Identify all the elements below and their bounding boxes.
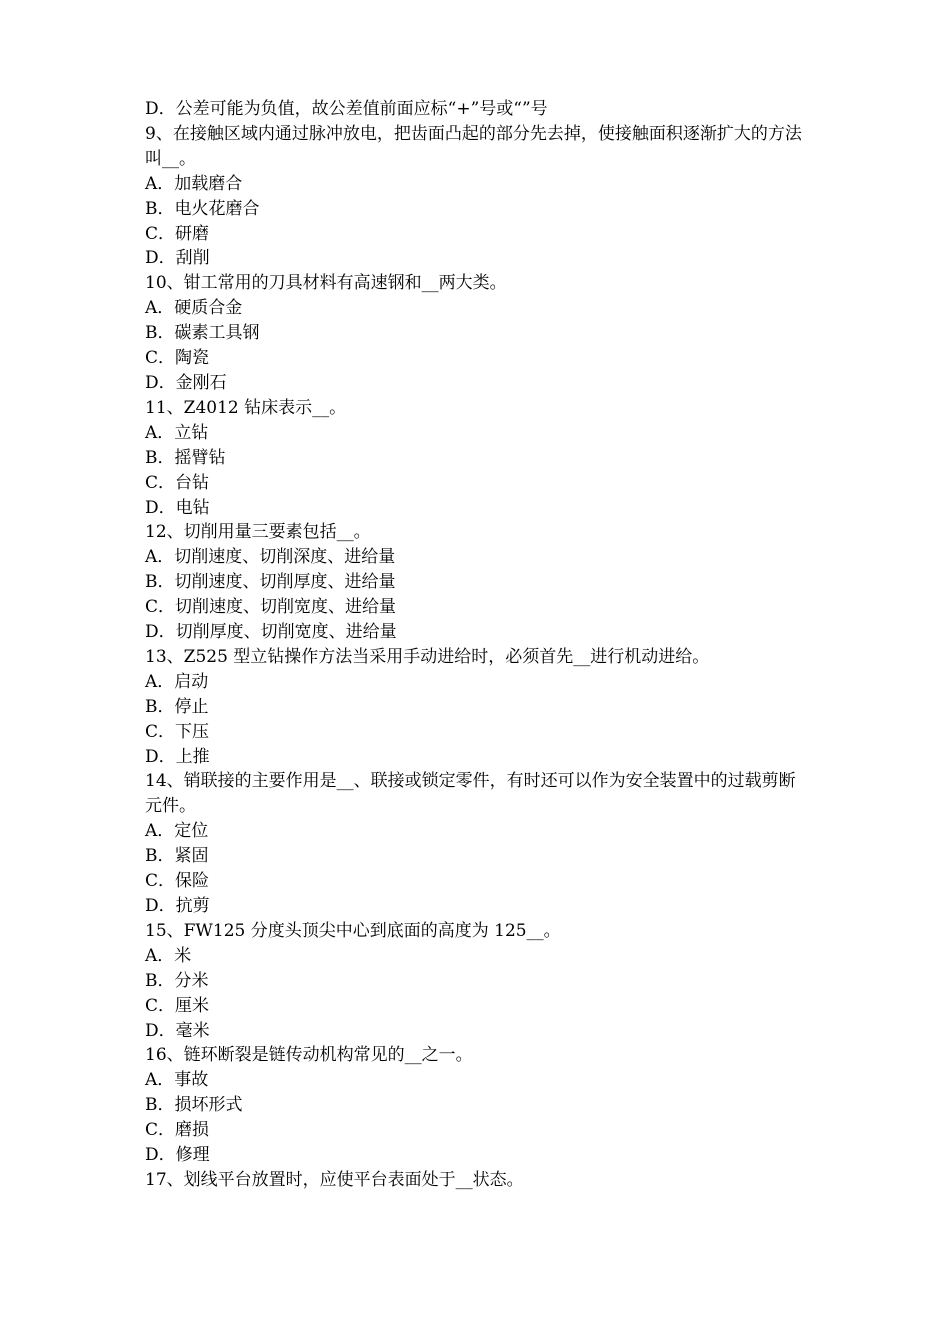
question-text: 16、链环断裂是链传动机构常见的__之一。 — [145, 1045, 473, 1066]
answer-option: D．修理 — [145, 1145, 210, 1166]
answer-option: B．电火花磨合 — [145, 198, 260, 219]
answer-option: C．磨损 — [145, 1120, 210, 1141]
question-text: 10、钳工常用的刀具材料有高速钢和__两大类。 — [145, 273, 507, 294]
answer-option: B．切削速度、切削厚度、进给量 — [145, 572, 396, 593]
question-text: 12、切削用量三要素包括__。 — [145, 522, 371, 543]
answer-option: C．厘米 — [145, 995, 210, 1016]
answer-option: B．碳素工具钢 — [145, 323, 260, 344]
answer-option: A．定位 — [145, 821, 209, 842]
answer-option: A．立钻 — [145, 422, 209, 443]
answer-option: C．切削速度、切削宽度、进给量 — [145, 597, 397, 618]
answer-option: D．公差可能为负值，故公差值前面应标“+”号或“”号 — [145, 99, 548, 119]
answer-option: B．摇臂钻 — [145, 447, 226, 468]
answer-option: C．下压 — [145, 721, 210, 742]
answer-option: D．毫米 — [145, 1020, 210, 1041]
answer-option: D．金刚石 — [145, 372, 227, 393]
answer-option: D．刮削 — [145, 248, 210, 269]
answer-option: D．上推 — [145, 746, 210, 767]
question-text: 17、划线平台放置时，应使平台表面处于__状态。 — [145, 1169, 524, 1190]
question-text: 11、Z4012 钻床表示__。 — [145, 397, 347, 418]
answer-option: C．研磨 — [145, 223, 210, 244]
answer-option: A．加载磨合 — [145, 173, 243, 194]
answer-option: D．抗剪 — [145, 896, 210, 916]
answer-option: A．米 — [145, 945, 192, 966]
question-text: 9、在接触区域内通过脉冲放电，把齿面凸起的部分先去掉，使接触面积逐渐扩大的方法叫__。 — [145, 123, 802, 169]
question-text: 14、销联接的主要作用是__、联接或锁定零件，有时还可以作为安全装置中的过载剪断元件。 — [145, 771, 796, 817]
answer-option: C．陶瓷 — [145, 348, 210, 369]
answer-option: C．台钻 — [145, 472, 210, 493]
answer-option: B．停止 — [145, 696, 209, 717]
answer-option: D．切削厚度、切削宽度、进给量 — [145, 622, 397, 643]
answer-option: B．损坏形式 — [145, 1095, 243, 1116]
answer-option: D．电钻 — [145, 497, 210, 518]
question-text: 15、FW125 分度头顶尖中心到底面的高度为 125__。 — [145, 920, 561, 941]
answer-option: A．硬质合金 — [145, 298, 243, 319]
answer-option: A．事故 — [145, 1070, 209, 1091]
answer-option: C．保险 — [145, 871, 210, 892]
answer-option: B．紧固 — [145, 846, 209, 867]
answer-option: A．切削速度、切削深度、进给量 — [145, 547, 396, 568]
document-page — [145, 97, 810, 1193]
question-text: 13、Z525 型立钻操作方法当采用手动进给时，必须首先__进行机动进给。 — [145, 646, 710, 667]
answer-option: A．启动 — [145, 671, 209, 692]
answer-option: B．分米 — [145, 970, 209, 991]
